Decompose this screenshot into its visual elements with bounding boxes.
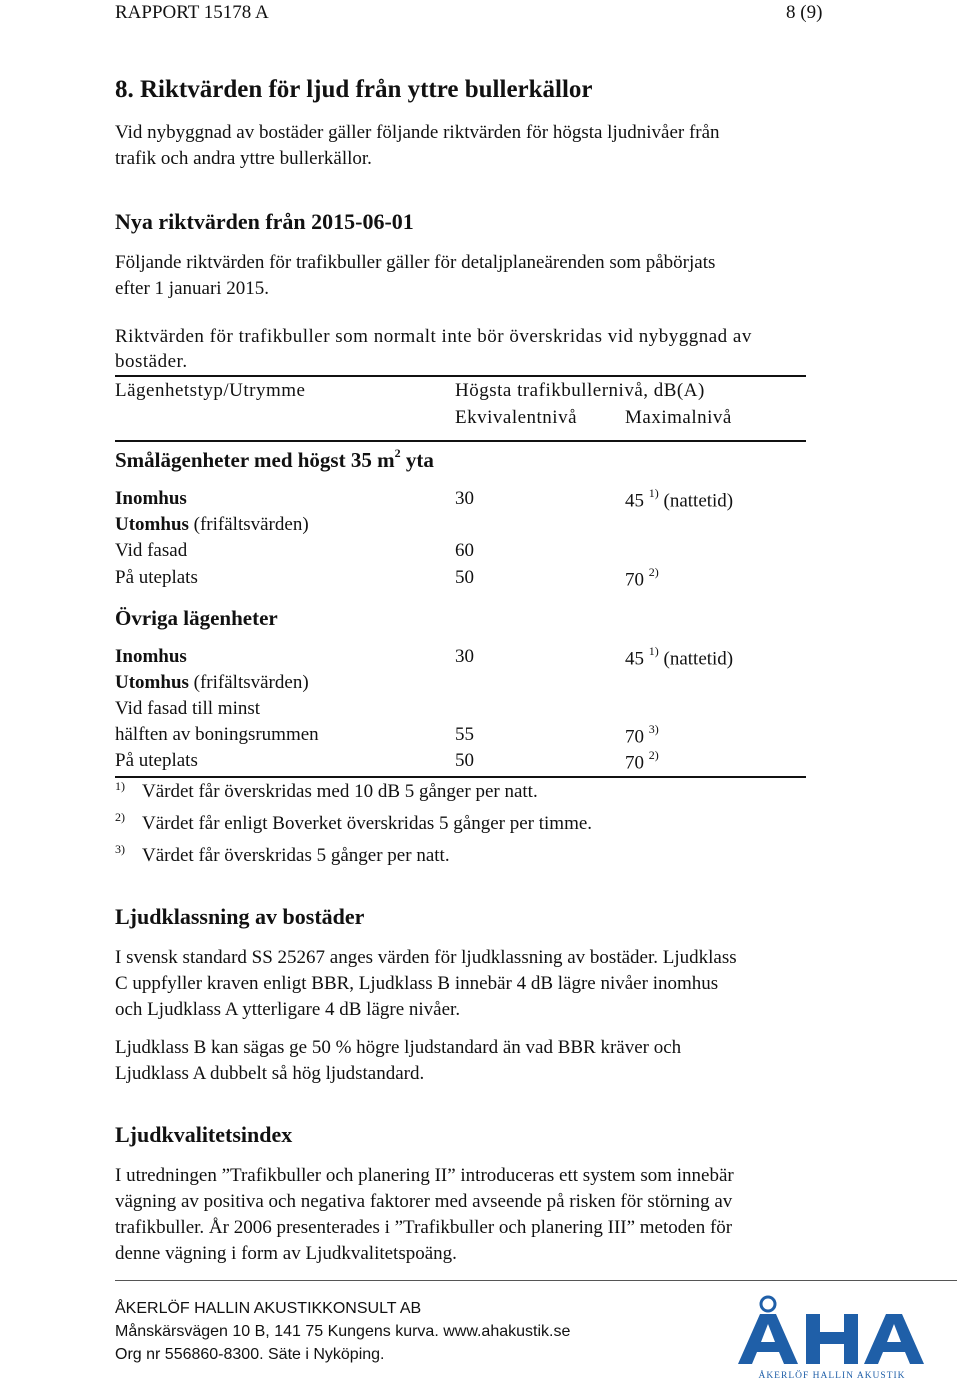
new-values-line-1: Följande riktvärden för trafikbuller gäller för detaljplaneärenden som påbörjats: [115, 252, 716, 273]
note-1-mark: 1): [115, 779, 125, 793]
intro-line-1: Vid nybyggnad av bostäder gäller följande riktvärden för högsta ljudnivåer från: [115, 122, 720, 143]
note-2-text: Värdet får enligt Boverket överskridas 5 gånger per timme.: [142, 813, 593, 834]
g2-uteplats-label: På uteplats: [115, 750, 198, 771]
ljudklassning-p1-line-1: I svensk standard SS 25267 anges värden för ljudklassning av bostäder. Ljudklass: [115, 947, 737, 968]
g2-inomhus-max: 45 $^{1)}$ (nattetid): [625, 644, 734, 670]
g1-utomhus-label: Utomhus (frifältsvärden): [115, 514, 309, 535]
ljudklassning-p2-line-2: Ljudklass A dubbelt så hög ljudstandard.: [115, 1063, 425, 1084]
g1-fasad-eq: 60: [455, 540, 474, 561]
g1-fasad-label: Vid fasad: [115, 540, 188, 561]
footer-rule: [115, 1280, 957, 1281]
table-caption-line-1: Riktvärden för trafikbuller som normalt inte bör överskridas vid nybyggnad av: [115, 326, 752, 347]
new-values-line-2: efter 1 januari 2015.: [115, 278, 270, 299]
col-header-level: Högsta trafikbullernivå, dB(A): [455, 380, 705, 401]
g2-inomhus-label: Inomhus: [115, 646, 187, 667]
table-top-rule: [115, 375, 806, 377]
note-3-text: Värdet får överskridas 5 gånger per natt.: [142, 845, 450, 866]
table-header-rule: [115, 440, 806, 442]
ljudkvalitet-line-2: vägning av positiva och negativa faktorer med avseende på risken för störning av: [115, 1191, 733, 1212]
g1-uteplats-eq: 50: [455, 567, 474, 588]
section-title: 8. Riktvärden för ljud från yttre bullerkällor: [115, 76, 593, 103]
intro-line-2: trafik och andra yttre bullerkällor.: [115, 148, 372, 169]
col-header-max: Maximalnivå: [625, 407, 732, 428]
report-number: RAPPORT 15178 A: [115, 2, 269, 23]
col-header-type: Lägenhetstyp/Utrymme: [115, 380, 306, 401]
ljudklassning-p1-line-2: C uppfyller kraven enligt BBR, Ljudklass B innebär 4 dB lägre nivåer inomhus: [115, 973, 719, 994]
aha-logo: [734, 1292, 930, 1382]
table-bottom-rule: [115, 776, 806, 778]
g2-inomhus-eq: 30: [455, 646, 474, 667]
note-3-mark: 3): [115, 842, 125, 856]
ljudklassning-p1-line-3: och Ljudklass A ytterligare 4 dB lägre nivåer.: [115, 999, 461, 1020]
g2-utomhus-label: Utomhus (frifältsvärden): [115, 672, 309, 693]
g2-uteplats-max: 70 $^{2)}$: [625, 748, 659, 774]
g2-fasad-max: 70 $^{3)}$: [625, 722, 659, 748]
g1-uteplats-label: På uteplats: [115, 567, 198, 588]
g1-inomhus-eq: 30: [455, 488, 474, 509]
ljudkvalitet-line-4: denne vägning i form av Ljudkvalitetspoäng.: [115, 1243, 457, 1264]
page-number: 8 (9): [786, 2, 823, 23]
g2-fasad-eq: 55: [455, 724, 474, 745]
g1-inomhus-label: Inomhus: [115, 488, 187, 509]
col-header-eq: Ekvivalentnivå: [455, 407, 578, 428]
g2-uteplats-eq: 50: [455, 750, 474, 771]
ljudklassning-title: Ljudklassning av bostäder: [115, 904, 365, 929]
ljudkvalitet-title: Ljudkvalitetsindex: [115, 1122, 293, 1147]
footer-address: Månskärsvägen 10 B, 141 75 Kungens kurva. www.ahakustik.se: [115, 1323, 571, 1340]
note-2-mark: 2): [115, 810, 125, 824]
g2-fasad-label-2: hälften av boningsrummen: [115, 724, 319, 745]
group2-title: Övriga lägenheter: [115, 606, 278, 630]
table-caption-line-2: bostäder.: [115, 351, 188, 372]
group1-title: Smålägenheter med högst 35 $m^2$ yta: [115, 446, 434, 472]
ljudkvalitet-line-3: trafikbuller. År 2006 presenterades i ”Trafikbuller och planering III” metoden för: [115, 1217, 733, 1238]
ljudkvalitet-line-1: I utredningen ”Trafikbuller och planering II” introduceras ett system som innebär: [115, 1165, 734, 1186]
g1-uteplats-max: 70 $^{2)}$: [625, 565, 659, 591]
footer-org: Org nr 556860-8300. Säte i Nyköping.: [115, 1346, 385, 1363]
footer-company: ÅKERLÖF HALLIN AKUSTIKKONSULT AB: [115, 1300, 422, 1317]
g2-fasad-label-1: Vid fasad till minst: [115, 698, 261, 719]
logo-subtitle: ÅKERLÖF HALLIN AKUSTIK: [758, 1371, 906, 1381]
new-values-title: Nya riktvärden från 2015-06-01: [115, 209, 414, 234]
ljudklassning-p2-line-1: Ljudklass B kan sägas ge 50 % högre ljudstandard än vad BBR kräver och: [115, 1037, 682, 1058]
g1-inomhus-max: 45 $^{1)}$ (nattetid): [625, 486, 734, 512]
note-1-text: Värdet får överskridas med 10 dB 5 gånger per natt.: [142, 781, 538, 802]
